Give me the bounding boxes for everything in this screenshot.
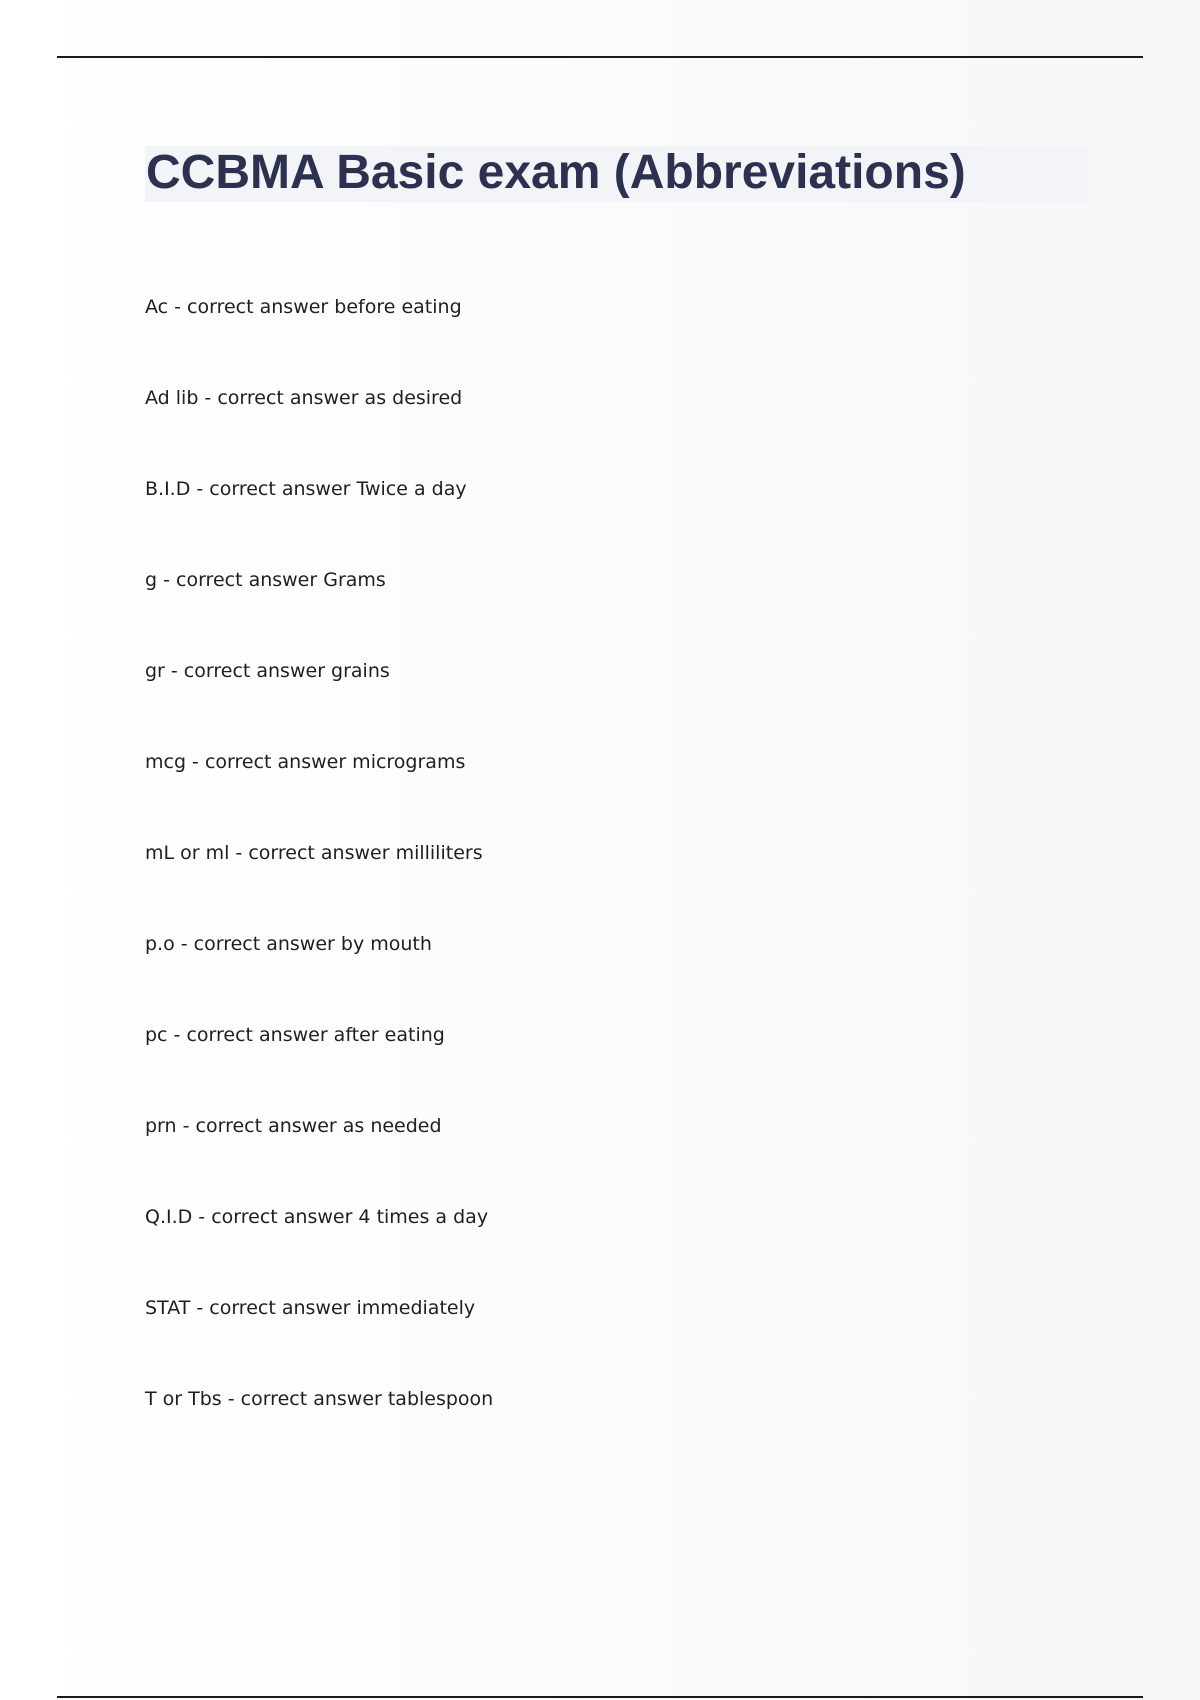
list-item: Ad lib - correct answer as desired [145, 387, 463, 409]
list-item: STAT - correct answer immediately [145, 1297, 476, 1319]
list-item: gr - correct answer grains [145, 660, 390, 682]
list-item: mL or ml - correct answer milliliters [145, 842, 483, 864]
list-item: Ac - correct answer before eating [145, 296, 462, 318]
top-rule [57, 56, 1143, 58]
list-item: T or Tbs - correct answer tablespoon [145, 1388, 494, 1410]
bottom-rule [57, 1696, 1143, 1698]
list-item: B.I.D - correct answer Twice a day [145, 478, 467, 500]
list-item: p.o - correct answer by mouth [145, 933, 432, 955]
document-title: CCBMA Basic exam (Abbreviations) [146, 146, 966, 199]
list-item: g - correct answer Grams [145, 569, 386, 591]
list-item: pc - correct answer after eating [145, 1024, 445, 1046]
list-item: mcg - correct answer micrograms [145, 751, 466, 773]
list-item: Q.I.D - correct answer 4 times a day [145, 1206, 489, 1228]
abbreviation-list [145, 290, 493, 1473]
list-item: prn - correct answer as needed [145, 1115, 442, 1137]
